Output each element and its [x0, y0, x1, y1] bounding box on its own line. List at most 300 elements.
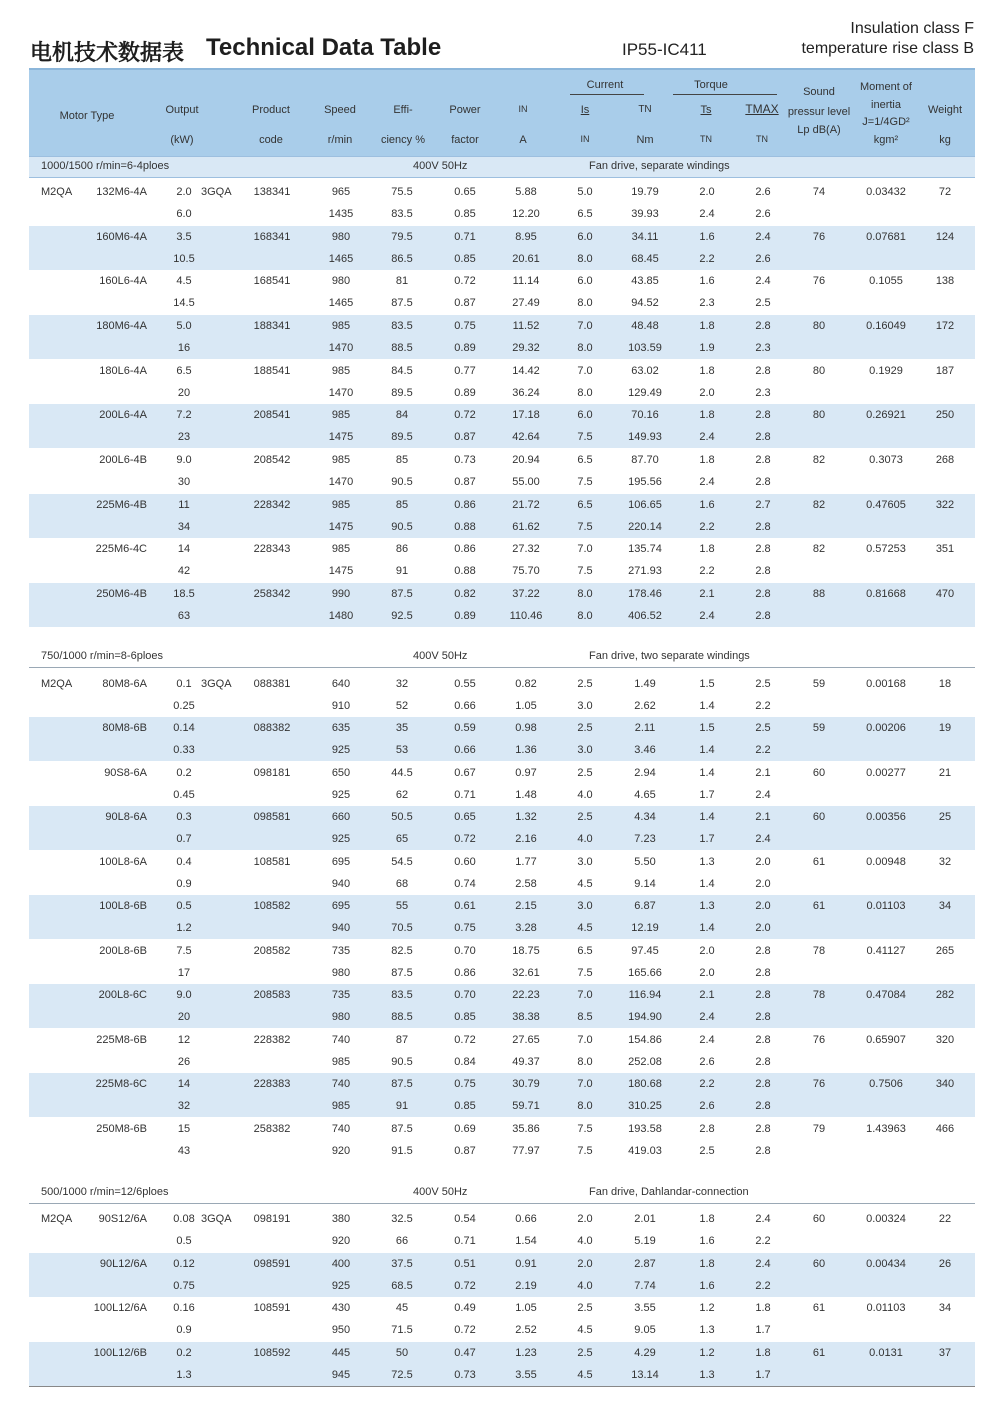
- cell-efficiency: 88.5: [391, 342, 413, 354]
- cell-is: 4.0: [577, 833, 593, 845]
- cell-power-factor: 0.85: [454, 1011, 476, 1023]
- motor-series: M2QA: [41, 678, 73, 690]
- cell-in: 14.42: [512, 365, 540, 377]
- cell-tmax: 2.4: [755, 1213, 771, 1225]
- sound-level: 60: [812, 1213, 826, 1225]
- table-row: [29, 739, 975, 761]
- cell-ts: 1.2: [699, 1347, 715, 1359]
- product-code: 098191: [253, 1213, 291, 1225]
- table-row: [29, 382, 975, 404]
- cell-ts: 1.6: [699, 275, 715, 287]
- cell-is: 7.5: [577, 476, 593, 488]
- cell-is: 7.0: [577, 365, 593, 377]
- header-motor-type: Motor Type: [59, 110, 115, 122]
- cell-output: 42: [177, 565, 191, 577]
- cell-tn: 252.08: [628, 1056, 662, 1068]
- motor-type: 250M8-6B: [96, 1123, 147, 1135]
- cell-power-factor: 0.70: [454, 989, 476, 1001]
- cell-efficiency: 87.5: [391, 1123, 413, 1135]
- cell-output: 63: [177, 610, 191, 622]
- cell-power-factor: 0.71: [454, 789, 476, 801]
- sound-level: 78: [812, 989, 826, 1001]
- moment-of-inertia: 0.00356: [866, 811, 906, 823]
- sound-level: 76: [812, 231, 826, 243]
- table-row: [29, 1319, 975, 1341]
- cell-tmax: 2.8: [755, 967, 771, 979]
- cell-is: 8.0: [577, 387, 593, 399]
- cell-in: 49.37: [512, 1056, 540, 1068]
- cell-tn: 178.46: [628, 588, 662, 600]
- cell-tn: 63.02: [631, 365, 659, 377]
- cell-tn: 87.70: [631, 454, 659, 466]
- motor-row-group: [29, 984, 975, 1028]
- cell-output: 0.2: [176, 1347, 192, 1359]
- cell-power-factor: 0.59: [454, 722, 476, 734]
- cell-ts: 1.4: [699, 767, 715, 779]
- sound-level: 61: [812, 856, 826, 868]
- cell-ts: 2.0: [699, 945, 715, 957]
- cell-speed: 910: [331, 700, 351, 712]
- table-row: [29, 404, 975, 426]
- cell-tn: 34.11: [631, 231, 659, 243]
- cell-ts: 1.3: [699, 1369, 715, 1381]
- motor-type: 100L8-6A: [99, 856, 147, 868]
- cell-output: 6.0: [176, 208, 192, 220]
- cell-tmax: 2.8: [755, 431, 771, 443]
- cell-tmax: 2.8: [755, 454, 771, 466]
- table-row: [29, 917, 975, 939]
- cell-tmax: 2.6: [755, 186, 771, 198]
- table-row: [29, 292, 975, 314]
- cell-efficiency: 90.5: [391, 521, 413, 533]
- cell-power-factor: 0.87: [454, 297, 476, 309]
- cell-ts: 1.8: [699, 409, 715, 421]
- sound-level: 61: [812, 1302, 826, 1314]
- cell-efficiency: 71.5: [391, 1324, 413, 1336]
- cell-ts: 1.7: [699, 833, 715, 845]
- cell-ts: 2.4: [699, 1011, 715, 1023]
- cell-ts: 1.9: [699, 342, 715, 354]
- cell-speed: 1470: [328, 342, 354, 354]
- cell-in: 2.58: [515, 878, 537, 890]
- cell-in: 59.71: [512, 1100, 540, 1112]
- cell-ts: 1.8: [699, 365, 715, 377]
- motor-series: M2QA: [41, 186, 73, 198]
- cell-output: 23: [177, 431, 191, 443]
- header-power-factor-unit: factor: [451, 134, 479, 146]
- cell-efficiency: 86.5: [391, 253, 413, 265]
- cell-power-factor: 0.88: [454, 565, 476, 577]
- motor-type: 200L8-6B: [99, 945, 147, 957]
- cell-output: 20: [177, 387, 191, 399]
- cell-is: 7.5: [577, 1145, 593, 1157]
- table-row: [29, 1342, 975, 1364]
- cell-in: 42.64: [512, 431, 540, 443]
- cell-tmax: 2.7: [755, 499, 771, 511]
- motor-type: 80M8-6A: [102, 678, 147, 690]
- section-voltage: 400V 50Hz: [413, 650, 468, 662]
- cell-is: 7.0: [577, 320, 593, 332]
- table-row: [29, 1029, 975, 1051]
- cell-tmax: 2.8: [755, 521, 771, 533]
- header-efficiency-unit: ciency %: [380, 134, 426, 146]
- table-row: [29, 984, 975, 1006]
- cell-efficiency: 85: [395, 454, 409, 466]
- cell-speed: 980: [331, 967, 351, 979]
- weight: 265: [935, 945, 955, 957]
- table-row: [29, 1095, 975, 1117]
- cell-output: 11: [178, 499, 190, 511]
- motor-row-group: [29, 717, 975, 761]
- table-row: [29, 806, 975, 828]
- cell-is: 8.5: [577, 1011, 593, 1023]
- cell-tmax: 2.2: [755, 1280, 771, 1292]
- cell-speed: 640: [331, 678, 351, 690]
- moment-of-inertia: 0.03432: [866, 186, 906, 198]
- cell-ts: 1.6: [699, 231, 715, 243]
- table-row: [29, 828, 975, 850]
- cell-speed: 980: [331, 275, 351, 287]
- cell-speed: 985: [331, 499, 351, 511]
- cell-is: 2.5: [577, 678, 593, 690]
- cell-power-factor: 0.70: [454, 945, 476, 957]
- cell-is: 7.0: [577, 543, 593, 555]
- motor-type: 180L6-4A: [99, 365, 147, 377]
- motor-type: 160L6-4A: [99, 275, 147, 287]
- cell-tmax: 2.8: [755, 320, 771, 332]
- cell-ts: 1.4: [699, 744, 715, 756]
- cell-is: 4.0: [577, 1235, 593, 1247]
- cell-speed: 985: [331, 543, 351, 555]
- sound-level: 60: [812, 811, 826, 823]
- cell-efficiency: 85: [395, 499, 409, 511]
- header-power-factor: Power: [449, 104, 481, 116]
- motor-type: 200L6-4A: [99, 409, 147, 421]
- moment-of-inertia: 0.01103: [866, 1302, 906, 1314]
- cell-power-factor: 0.67: [454, 767, 476, 779]
- product-code: 208582: [253, 945, 291, 957]
- cell-tmax: 2.1: [755, 767, 771, 779]
- header-tn-unit: Nm: [636, 134, 654, 146]
- header-tn: TN: [638, 104, 652, 115]
- cell-in: 0.66: [515, 1213, 537, 1225]
- cell-is: 8.0: [577, 297, 593, 309]
- cell-efficiency: 68: [395, 878, 409, 890]
- cell-tmax: 2.0: [755, 900, 771, 912]
- cell-output: 0.33: [173, 744, 195, 756]
- cell-power-factor: 0.82: [454, 588, 476, 600]
- insulation-class: Insulation class F: [850, 20, 974, 37]
- cell-power-factor: 0.54: [454, 1213, 476, 1225]
- temperature-rise-class: temperature rise class B: [801, 40, 974, 57]
- cell-in: 1.36: [515, 744, 537, 756]
- cell-output: 34: [177, 521, 191, 533]
- sound-level: 79: [812, 1123, 826, 1135]
- motor-row-group: [29, 315, 975, 359]
- cell-ts: 1.4: [699, 811, 715, 823]
- cell-tmax: 2.8: [755, 565, 771, 577]
- motor-row-group: [29, 1073, 975, 1117]
- cell-speed: 635: [331, 722, 351, 734]
- moment-of-inertia: 0.0131: [869, 1347, 903, 1359]
- table-row: [29, 1230, 975, 1252]
- cell-ts: 1.6: [699, 1235, 715, 1247]
- cell-output: 0.16: [173, 1302, 195, 1314]
- cell-is: 8.0: [577, 588, 593, 600]
- table-row: [29, 270, 975, 292]
- cell-speed: 945: [331, 1369, 351, 1381]
- cell-speed: 950: [331, 1324, 351, 1336]
- motor-type: 90S8-6A: [104, 767, 147, 779]
- cell-is: 3.0: [577, 744, 593, 756]
- motor-row-group: [29, 583, 975, 627]
- cell-output: 0.75: [173, 1280, 195, 1292]
- cell-speed: 445: [331, 1347, 351, 1359]
- section-header: [29, 647, 975, 668]
- cell-tn: 6.87: [634, 900, 656, 912]
- cell-tn: 220.14: [628, 521, 662, 533]
- moment-of-inertia: 0.00434: [866, 1258, 906, 1270]
- cell-power-factor: 0.72: [454, 275, 476, 287]
- cell-efficiency: 87.5: [391, 967, 413, 979]
- cell-is: 2.5: [577, 1347, 593, 1359]
- cell-is: 6.5: [577, 499, 593, 511]
- weight: 72: [938, 186, 952, 198]
- cell-in: 38.38: [512, 1011, 540, 1023]
- product-code: 228383: [253, 1078, 291, 1090]
- product-code: 098181: [253, 767, 291, 779]
- table-row: [29, 673, 975, 695]
- cell-power-factor: 0.85: [454, 208, 476, 220]
- motor-row-group: [29, 1253, 975, 1297]
- table-row: [29, 895, 975, 917]
- motor-type: 250M6-4B: [96, 588, 147, 600]
- table-row: [29, 203, 975, 225]
- motor-row-group: [29, 181, 975, 225]
- header-ts-unit: TN: [700, 134, 712, 144]
- weight: 34: [938, 900, 952, 912]
- motor-row-group: [29, 806, 975, 850]
- weight: 22: [938, 1213, 952, 1225]
- weight: 37: [938, 1347, 952, 1359]
- cell-in: 61.62: [512, 521, 540, 533]
- weight: 32: [938, 856, 952, 868]
- table-row: [29, 1051, 975, 1073]
- header-product-unit: code: [259, 134, 283, 146]
- cell-in: 0.97: [515, 767, 537, 779]
- cell-efficiency: 79.5: [391, 231, 413, 243]
- motor-row-group: [29, 1029, 975, 1073]
- table-row: [29, 762, 975, 784]
- cell-is: 7.0: [577, 1078, 593, 1090]
- cell-is: 7.5: [577, 521, 593, 533]
- cell-in: 18.75: [512, 945, 540, 957]
- cell-output: 0.45: [173, 789, 195, 801]
- section-drive: Fan drive, separate windings: [589, 160, 730, 172]
- cell-efficiency: 89.5: [391, 387, 413, 399]
- cell-ts: 2.5: [699, 1145, 715, 1157]
- cell-tmax: 2.8: [755, 543, 771, 555]
- cell-power-factor: 0.86: [454, 967, 476, 979]
- cell-speed: 695: [331, 856, 351, 868]
- cell-tn: 3.46: [634, 744, 656, 756]
- cell-speed: 965: [331, 186, 351, 198]
- weight: 351: [935, 543, 955, 555]
- cell-in: 5.88: [515, 186, 537, 198]
- table-row: [29, 426, 975, 448]
- section-header: [29, 1183, 975, 1204]
- weight: 320: [935, 1034, 955, 1046]
- cell-ts: 1.8: [699, 1258, 715, 1270]
- motor-row-group: [29, 851, 975, 895]
- cell-speed: 985: [331, 409, 351, 421]
- motor-row-group: [29, 449, 975, 493]
- weight: 34: [938, 1302, 952, 1314]
- cell-is: 8.0: [577, 610, 593, 622]
- cell-ts: 1.4: [699, 878, 715, 890]
- cell-tmax: 2.6: [755, 208, 771, 220]
- table-row: [29, 315, 975, 337]
- cell-power-factor: 0.60: [454, 856, 476, 868]
- cell-output: 26: [177, 1056, 191, 1068]
- cell-is: 7.5: [577, 1123, 593, 1135]
- cell-tn: 310.25: [628, 1100, 662, 1112]
- cell-output: 32: [177, 1100, 191, 1112]
- weight: 250: [935, 409, 955, 421]
- weight: 282: [935, 989, 955, 1001]
- weight: 26: [938, 1258, 952, 1270]
- sound-level: 82: [812, 454, 826, 466]
- cell-is: 4.0: [577, 1280, 593, 1292]
- cell-is: 2.5: [577, 767, 593, 779]
- cell-tn: 271.93: [628, 565, 662, 577]
- cell-speed: 925: [331, 1280, 351, 1292]
- cell-tmax: 2.0: [755, 922, 771, 934]
- cell-output: 0.08: [173, 1213, 195, 1225]
- cell-power-factor: 0.85: [454, 1100, 476, 1112]
- cell-tn: 43.85: [631, 275, 659, 287]
- cell-speed: 920: [331, 1235, 351, 1247]
- cell-power-factor: 0.55: [454, 678, 476, 690]
- cell-efficiency: 62: [395, 789, 409, 801]
- cell-tn: 7.23: [634, 833, 656, 845]
- cell-is: 5.0: [577, 186, 593, 198]
- cell-tmax: 2.0: [755, 878, 771, 890]
- cell-ts: 1.4: [699, 700, 715, 712]
- product-prefix: 3GQA: [201, 186, 232, 198]
- cell-speed: 1465: [328, 253, 354, 265]
- motor-row-group: [29, 1208, 975, 1252]
- cell-tmax: 2.8: [755, 610, 771, 622]
- header-torque-group: Torque: [694, 79, 728, 91]
- cell-power-factor: 0.73: [454, 454, 476, 466]
- cell-power-factor: 0.66: [454, 744, 476, 756]
- cell-tmax: 2.4: [755, 1258, 771, 1270]
- moment-of-inertia: 0.16049: [866, 320, 906, 332]
- product-code: 188341: [253, 320, 291, 332]
- cell-output: 1.2: [176, 922, 192, 934]
- cell-power-factor: 0.87: [454, 476, 476, 488]
- cell-tmax: 2.3: [755, 387, 771, 399]
- cell-tmax: 2.3: [755, 342, 771, 354]
- cell-speed: 650: [331, 767, 351, 779]
- cell-in: 1.48: [515, 789, 537, 801]
- motor-row-group: [29, 1118, 975, 1162]
- cell-power-factor: 0.72: [454, 1324, 476, 1336]
- cell-tn: 39.93: [631, 208, 659, 220]
- product-code: 098591: [253, 1258, 291, 1270]
- cell-tmax: 2.8: [755, 1078, 771, 1090]
- cell-tn: 5.50: [634, 856, 656, 868]
- cell-in: 1.77: [515, 856, 537, 868]
- motor-series: M2QA: [41, 1213, 73, 1225]
- cell-power-factor: 0.89: [454, 610, 476, 622]
- cell-tmax: 2.8: [755, 1100, 771, 1112]
- cell-in: 1.23: [515, 1347, 537, 1359]
- sound-level: 80: [812, 409, 826, 421]
- cell-is: 8.0: [577, 342, 593, 354]
- sound-level: 60: [812, 767, 826, 779]
- cell-tmax: 2.8: [755, 1123, 771, 1135]
- cell-efficiency: 84: [395, 409, 409, 421]
- header-is: Is: [580, 104, 590, 116]
- cell-speed: 940: [331, 878, 351, 890]
- cell-tmax: 2.8: [755, 409, 771, 421]
- cell-ts: 1.5: [699, 678, 715, 690]
- cell-tn: 135.74: [628, 543, 662, 555]
- cell-power-factor: 0.49: [454, 1302, 476, 1314]
- cell-output: 0.9: [176, 1324, 192, 1336]
- motor-type: 80M8-6B: [102, 722, 147, 734]
- table-row: [29, 605, 975, 627]
- table-row: [29, 851, 975, 873]
- cell-tmax: 1.7: [755, 1369, 771, 1381]
- table-row: [29, 471, 975, 493]
- table-row: [29, 1208, 975, 1230]
- table-row: [29, 873, 975, 895]
- cell-efficiency: 50.5: [391, 811, 413, 823]
- cell-ts: 1.7: [699, 789, 715, 801]
- cell-is: 6.0: [577, 409, 593, 421]
- cell-tn: 2.94: [634, 767, 656, 779]
- cell-output: 0.1: [176, 678, 192, 690]
- cell-efficiency: 32: [395, 678, 409, 690]
- sound-level: 61: [812, 1347, 826, 1359]
- sound-level: 76: [812, 1034, 826, 1046]
- motor-type: 100L8-6B: [99, 900, 147, 912]
- cell-tmax: 2.4: [755, 833, 771, 845]
- motor-type: 200L6-4B: [99, 454, 147, 466]
- cell-ts: 2.2: [699, 253, 715, 265]
- cell-ts: 2.4: [699, 431, 715, 443]
- moment-of-inertia: 0.00277: [866, 767, 906, 779]
- cell-power-factor: 0.71: [454, 1235, 476, 1247]
- cell-ts: 2.1: [699, 588, 715, 600]
- motor-type: 160M6-4A: [96, 231, 147, 243]
- cell-in: 35.86: [512, 1123, 540, 1135]
- cell-power-factor: 0.87: [454, 1145, 476, 1157]
- cell-output: 10.5: [173, 253, 195, 265]
- cell-power-factor: 0.65: [454, 811, 476, 823]
- cell-is: 3.0: [577, 900, 593, 912]
- sound-level: 76: [812, 1078, 826, 1090]
- cell-tmax: 2.8: [755, 945, 771, 957]
- cell-power-factor: 0.74: [454, 878, 476, 890]
- cell-tmax: 2.8: [755, 989, 771, 1001]
- cell-ts: 2.2: [699, 1078, 715, 1090]
- motor-type: 200L8-6C: [98, 989, 147, 1001]
- cell-ts: 2.0: [699, 186, 715, 198]
